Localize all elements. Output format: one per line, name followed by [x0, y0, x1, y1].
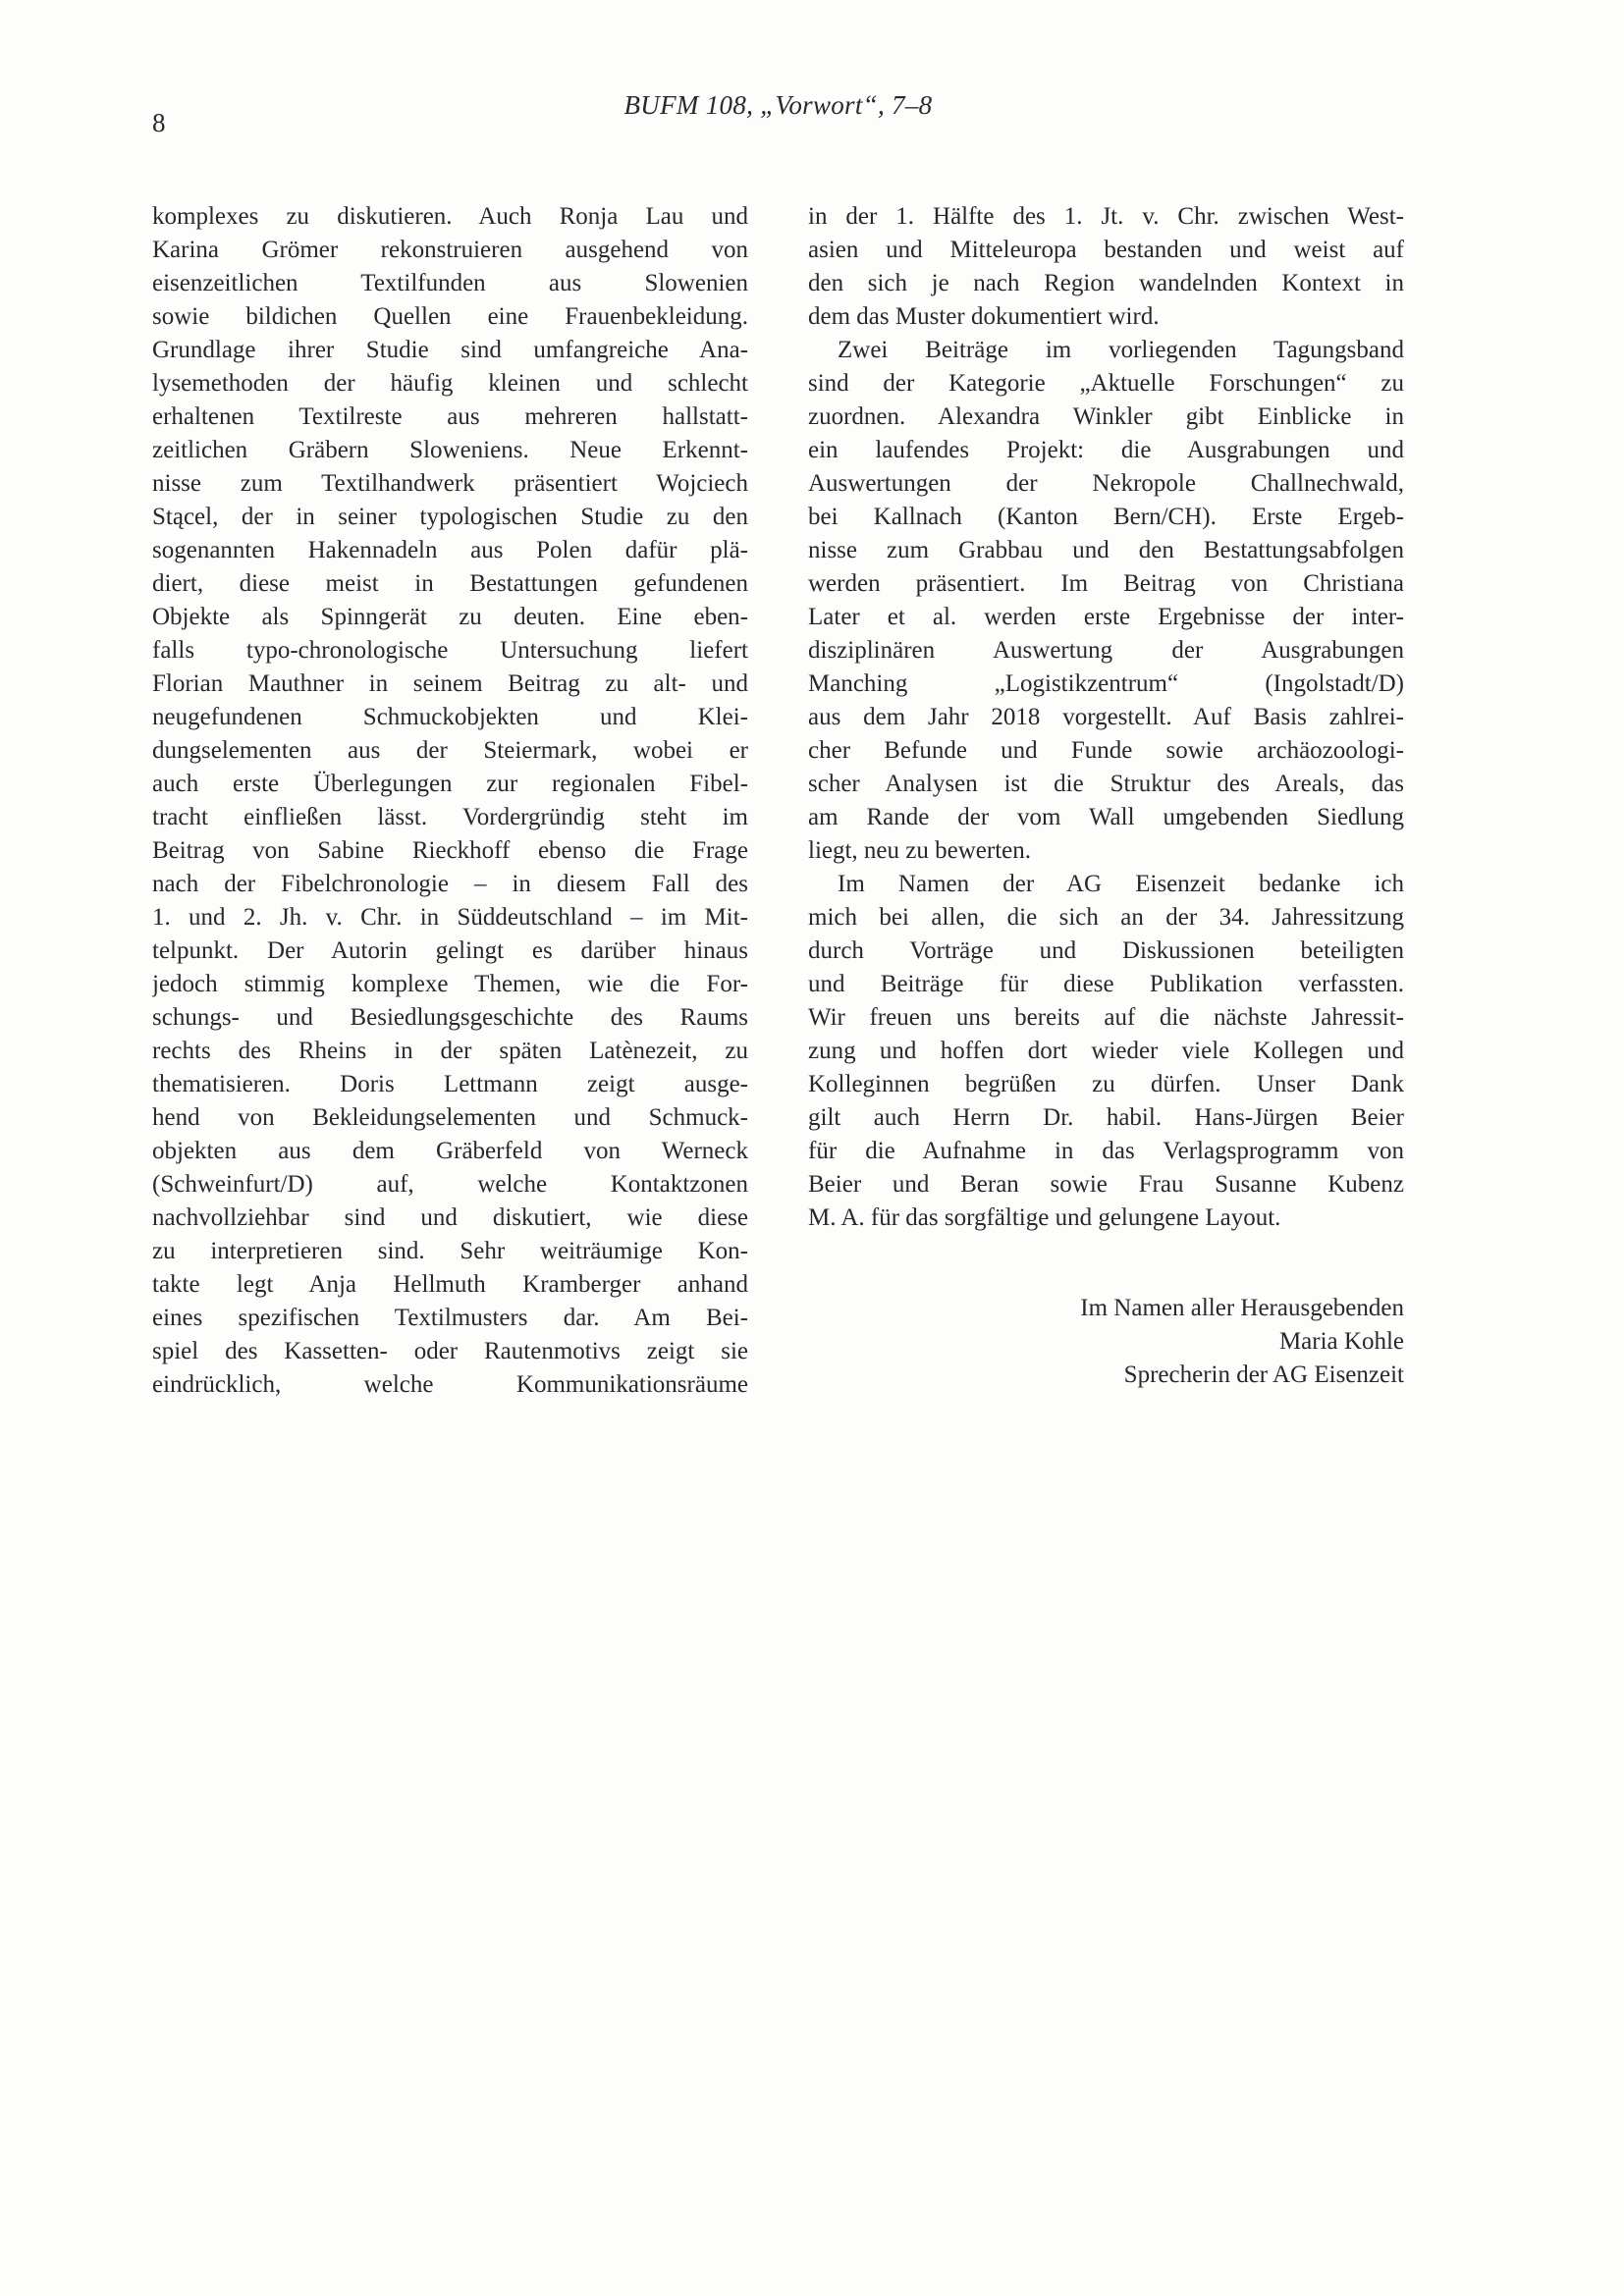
text-line: nach der Fibelchronologie – in diesem Fall des [152, 871, 748, 897]
text-line: mich bei allen, die sich an der 34. Jahressitzung [808, 904, 1404, 931]
text-line: aus dem Jahr 2018 vorgestellt. Auf Basis zahlrei- [808, 704, 1404, 730]
text-line: erhaltenen Textilreste aus mehreren hallstatt- [152, 403, 748, 430]
text-line: Stącel, der in seiner typologischen Studie zu den [152, 504, 748, 530]
text-line: diert, diese meist in Bestattungen gefundenen [152, 570, 748, 597]
text-line: sowie bildichen Quellen eine Frauenbekleidung. [152, 303, 748, 330]
text-line: eisenzeitlichen Textilfunden aus Slowenien [152, 270, 748, 296]
text-line: den sich je nach Region wandelnden Kontext in [808, 270, 1404, 296]
text-line: cher Befunde und Funde sowie archäozoologi- [808, 737, 1404, 764]
text-line: takte legt Anja Hellmuth Kramberger anhand [152, 1271, 748, 1298]
text-line: objekten aus dem Gräberfeld von Werneck [152, 1138, 748, 1164]
text-line: Maria Kohle [1278, 1328, 1404, 1355]
text-line: eindrücklich, welche Kommunikationsräume [152, 1371, 748, 1398]
running-header: BUFM 108, „Vorwort“, 7–8 [623, 90, 933, 120]
text-line: disziplinären Auswertung der Ausgrabungen [808, 637, 1404, 664]
text-line: thematisieren. Doris Lettmann zeigt ausge- [152, 1071, 748, 1097]
text-line: Im Namen der AG Eisenzeit bedanke ich [838, 871, 1404, 897]
text-line: nachvollziehbar sind und diskutiert, wie diese [152, 1204, 748, 1231]
text-line: schungs- und Besiedlungsgeschichte des Raums [152, 1004, 748, 1031]
text-line: sogenannten Hakennadeln aus Polen dafür plä- [152, 537, 748, 563]
text-line: zeitlichen Gräbern Sloweniens. Neue Erkennt- [152, 437, 748, 463]
text-line: Florian Mauthner in seinem Beitrag zu alt- und [152, 670, 748, 697]
text-line: zuordnen. Alexandra Winkler gibt Einblicke in [808, 403, 1404, 430]
text-line: und Beiträge für diese Publikation verfassten. [808, 971, 1404, 997]
text-line: spiel des Kassetten- oder Rautenmotivs zeigt sie [152, 1338, 748, 1364]
text-line: jedoch stimmig komplexe Themen, wie die For- [152, 971, 748, 997]
text-line: Manching „Logistikzentrum“ (Ingolstadt/D) [808, 670, 1404, 697]
text-line: Auswertungen der Nekropole Challnechwald, [808, 470, 1404, 497]
text-line: Grundlage ihrer Studie sind umfangreiche Ana- [152, 337, 748, 363]
text-line: 1. und 2. Jh. v. Chr. in Süddeutschland – im Mit- [152, 904, 748, 931]
text-line: telpunkt. Der Autorin gelingt es darüber hinaus [152, 937, 748, 964]
text-line: (Schweinfurt/D) auf, welche Kontaktzonen [152, 1171, 748, 1198]
text-line: eines spezifischen Textilmusters dar. Am Bei- [152, 1305, 748, 1331]
text-line: durch Vorträge und Diskussionen beteiligten [808, 937, 1404, 964]
text-line: dem das Muster dokumentiert wird. [808, 303, 1160, 330]
page-number: 8 [152, 108, 166, 137]
text-line: Im Namen aller Herausgebenden [1080, 1295, 1404, 1321]
text-line: M. A. für das sorgfältige und gelungene Layout. [808, 1204, 1281, 1231]
text-line: Sprecherin der AG Eisenzeit [1123, 1362, 1404, 1388]
text-line: hend von Bekleidungselementen und Schmuck- [152, 1104, 748, 1131]
text-line: nisse zum Textilhandwerk präsentiert Wojciech [152, 470, 748, 497]
text-line: komplexes zu diskutieren. Auch Ronja Lau und [152, 203, 748, 230]
text-line: nisse zum Grabbau und den Bestattungsabfolgen [808, 537, 1404, 563]
text-line: gilt auch Herrn Dr. habil. Hans-Jürgen Beier [808, 1104, 1404, 1131]
text-line: sind der Kategorie „Aktuelle Forschungen“ zu [808, 370, 1404, 397]
text-line: Beier und Beran sowie Frau Susanne Kubenz [808, 1171, 1404, 1198]
text-line: für die Aufnahme in das Verlagsprogramm von [808, 1138, 1404, 1164]
text-line: am Rande der vom Wall umgebenden Siedlung [808, 804, 1404, 830]
text-line: liegt, neu zu bewerten. [808, 837, 1031, 864]
text-line: Beitrag von Sabine Rieckhoff ebenso die Frage [152, 837, 748, 864]
text-line: zung und hoffen dort wieder viele Kollegen und [808, 1038, 1404, 1064]
text-line: scher Analysen ist die Struktur des Areals, das [808, 771, 1404, 797]
text-line: werden präsentiert. Im Beitrag von Christiana [808, 570, 1404, 597]
signature-block [807, 1292, 1404, 1392]
text-line: falls typo-chronologische Untersuchung liefert [152, 637, 748, 664]
text-line: neugefundenen Schmuckobjekten und Klei- [152, 704, 748, 730]
text-line: in der 1. Hälfte des 1. Jt. v. Chr. zwischen West- [808, 203, 1404, 230]
text-line: Karina Grömer rekonstruieren ausgehend von [152, 237, 748, 263]
text-block [152, 200, 1404, 1402]
text-line: lysemethoden der häufig kleinen und schlecht [152, 370, 748, 397]
text-line: tracht einfließen lässt. Vordergründig steht im [152, 804, 748, 830]
text-line: zu interpretieren sind. Sehr weiträumige Kon- [152, 1238, 748, 1264]
text-line: Kolleginnen begrüßen zu dürfen. Unser Dank [808, 1071, 1404, 1097]
text-line: dungselementen aus der Steiermark, wobei er [152, 737, 748, 764]
text-line: Wir freuen uns bereits auf die nächste Jahressit- [808, 1004, 1404, 1031]
text-line: bei Kallnach (Kanton Bern/CH). Erste Ergeb- [808, 504, 1404, 530]
text-line: rechts des Rheins in der späten Latènezeit, zu [152, 1038, 748, 1064]
text-line: Later et al. werden erste Ergebnisse der inter- [808, 604, 1404, 630]
right-column [808, 200, 1404, 1402]
text-line: Objekte als Spinngerät zu deuten. Eine eben- [152, 604, 748, 630]
text-line: auch erste Überlegungen zur regionalen Fibel- [152, 771, 748, 797]
text-line: ein laufendes Projekt: die Ausgrabungen und [808, 437, 1404, 463]
text-line: Zwei Beiträge im vorliegenden Tagungsband [838, 337, 1404, 363]
left-column [152, 200, 748, 1402]
text-line: asien und Mitteleuropa bestanden und weist auf [808, 237, 1404, 263]
